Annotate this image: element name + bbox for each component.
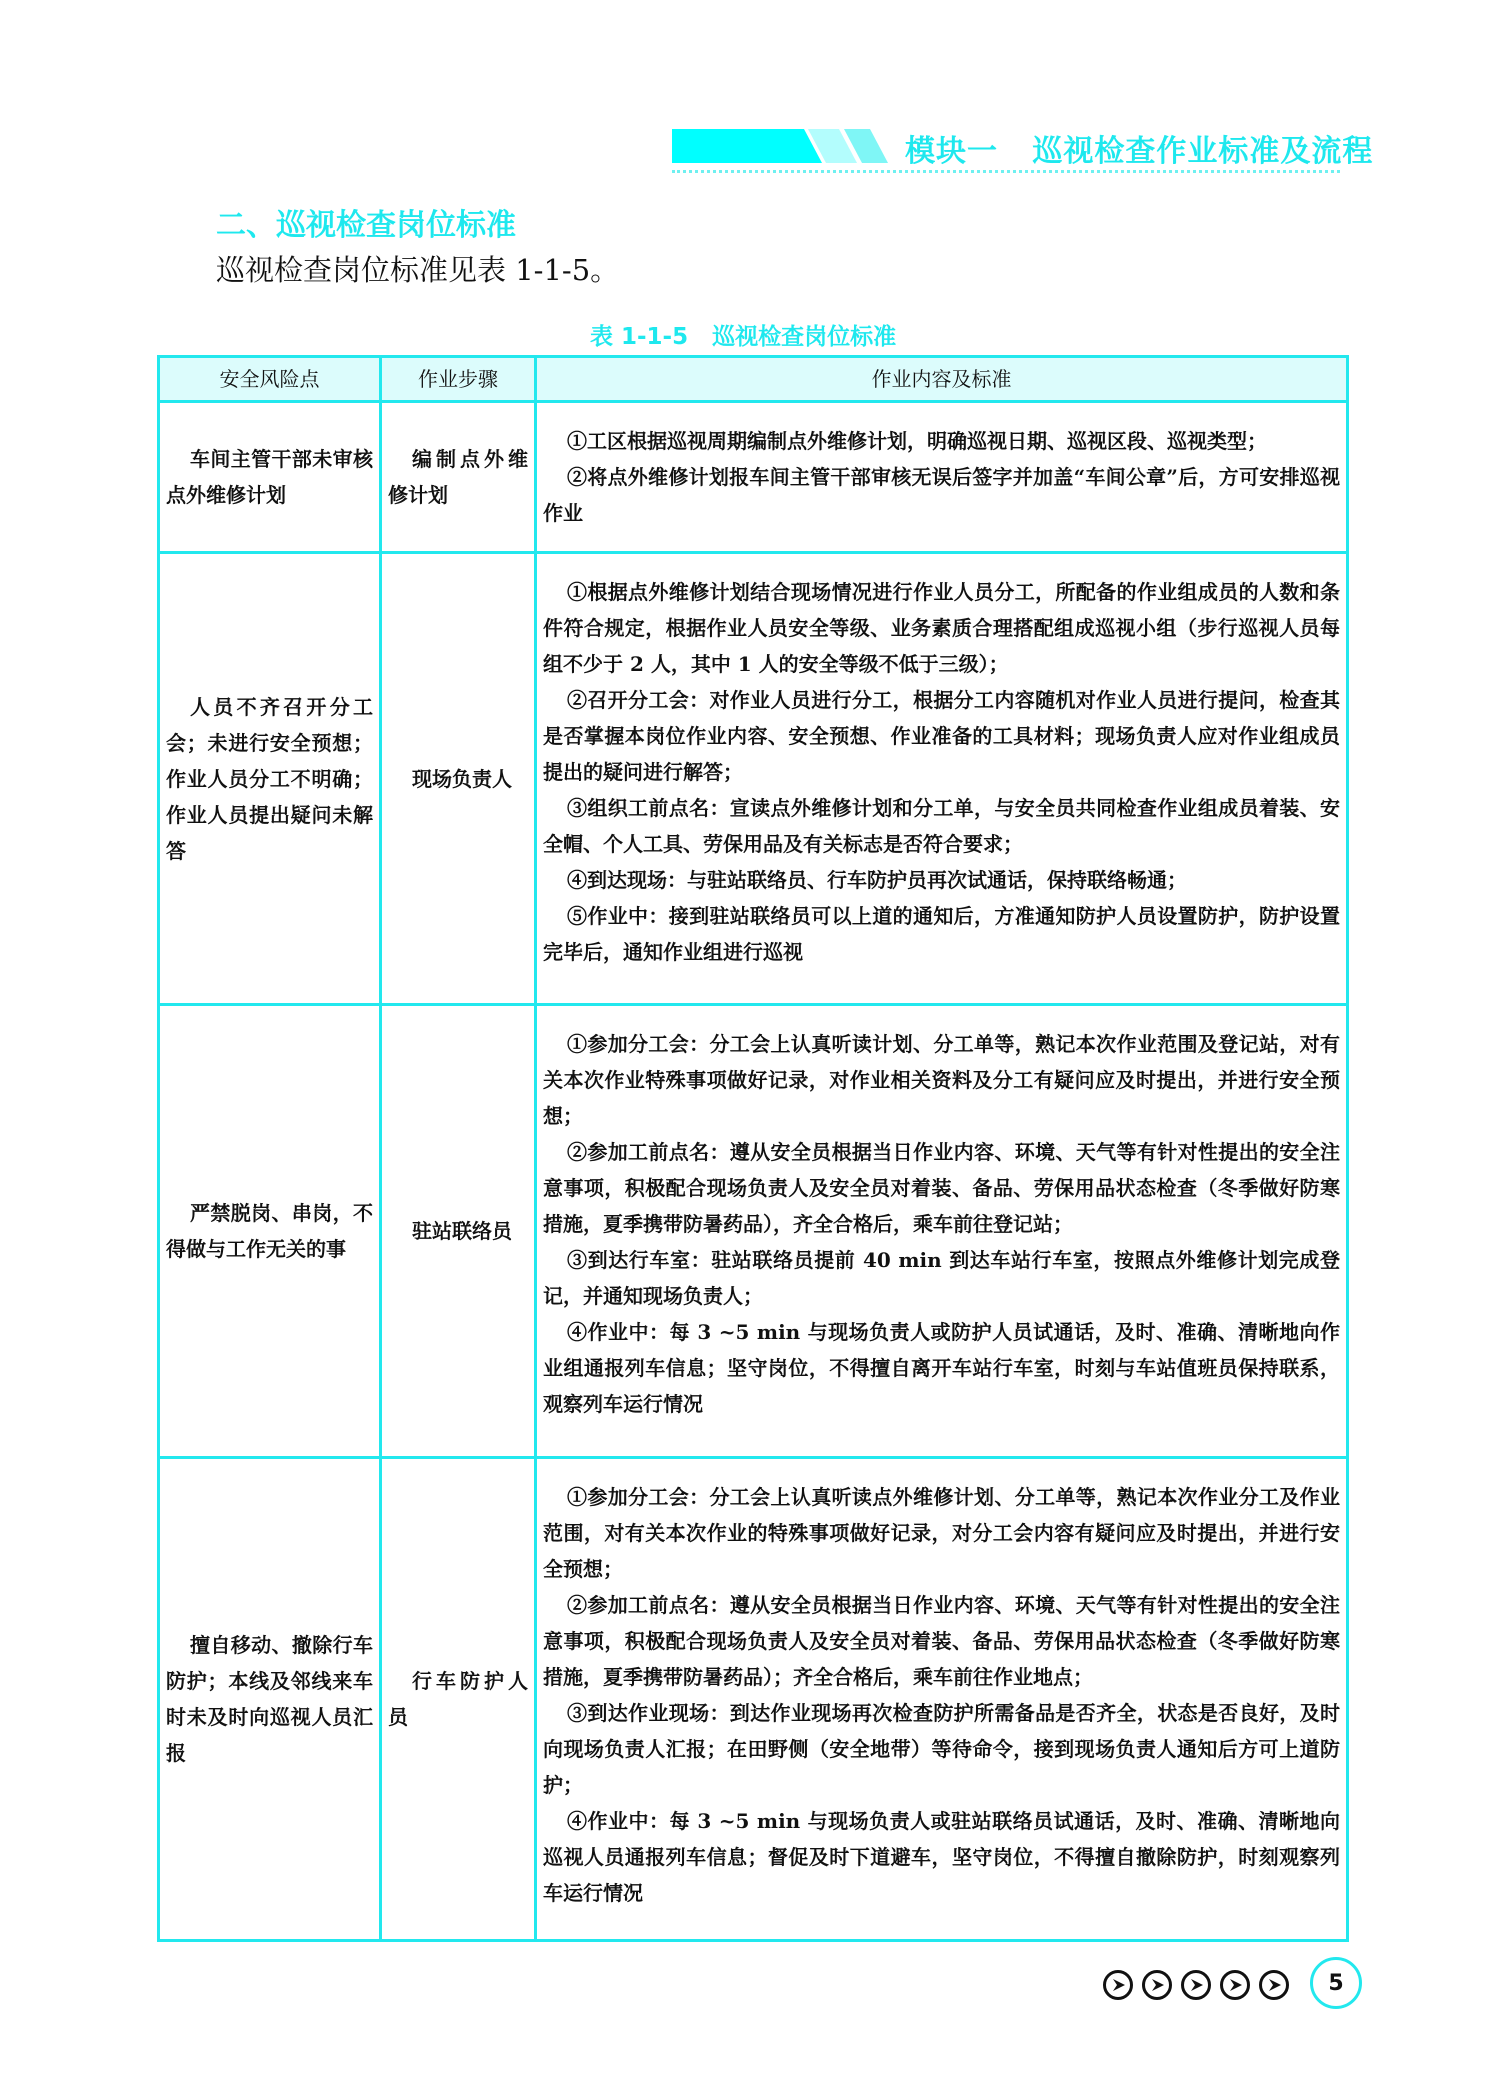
arrow-right-icon: [1181, 1970, 1211, 2000]
content-item: ④作业中：每 3 ~5 min 与现场负责人或防护人员试通话，及时、准确、清晰地向作业组通报列车信息；坚守岗位，不得擅自离开车站行车室，时刻与车站值班员保持联系，观察列车运行情况: [543, 1320, 1340, 1416]
module-title: 巡视检查作业标准及流程: [1032, 134, 1374, 169]
risk-cell: 擅自移动、撤除行车防护；本线及邻线来车时未及时向巡视人员汇报: [159, 1458, 381, 1941]
content-cell: [536, 1458, 1348, 1941]
content-cell: [536, 1005, 1348, 1458]
table-row: [159, 1458, 1348, 1941]
risk-cell: 严禁脱岗、串岗，不得做与工作无关的事: [159, 1005, 381, 1458]
content-item: ②参加工前点名：遵从安全员根据当日作业内容、环境、天气等有针对性提出的安全注意事项，积极配合现场负责人及安全员对着装、备品、劳保用品状态检查（冬季做好防寒措施，夏季携带防暑药品），齐全合格后，乘车前往登记站；: [543, 1140, 1340, 1236]
risk-cell: 车间主管干部未审核点外维修计划: [159, 402, 381, 553]
content-item: ①参加分工会：分工会上认真听读点外维修计划、分工单等，熟记本次作业分工及作业范围，对有关本次作业的特殊事项做好记录，对分工会内容有疑问应及时提出，并进行安全预想；: [543, 1485, 1340, 1581]
step-cell: 行车防护人员: [381, 1458, 536, 1941]
arrow-right-icon: [1220, 1970, 1250, 2000]
arrow-right-icon: [1259, 1970, 1289, 2000]
header-step: 作业步骤: [381, 357, 536, 402]
standards-table: [157, 355, 1349, 1942]
section-title: 二、巡视检查岗位标准: [216, 208, 516, 243]
content-item: ④到达现场：与驻站联络员、行车防护员再次试通话，保持联络畅通；: [567, 868, 1187, 892]
table-caption-number: 表 1-1-5: [590, 324, 689, 350]
table-row: [159, 402, 1348, 553]
content-item: ①根据点外维修计划结合现场情况进行作业人员分工，所配备的作业组成员的人数和条件符合规定，根据作业人员安全等级、业务素质合理搭配组成巡视小组（步行巡视人员每组不少于 2 人，其中 1 人的安全等级不低于三级）；: [543, 580, 1340, 676]
intro-paragraph: 巡视检查岗位标准见表 1-1-5。: [216, 253, 620, 287]
content-item: ①参加分工会：分工会上认真听读计划、分工单等，熟记本次作业范围及登记站，对有关本次作业特殊事项做好记录，对作业相关资料及分工有疑问应及时提出，并进行安全预想；: [543, 1032, 1340, 1128]
table-row: [159, 1005, 1348, 1458]
content-item: ②将点外维修计划报车间主管干部审核无误后签字并加盖“车间公章”后，方可安排巡视作业: [543, 465, 1340, 525]
table-row: [159, 553, 1348, 1005]
content-cell: [536, 402, 1348, 553]
content-item: ③到达作业现场：到达作业现场再次检查防护所需备品是否齐全，状态是否良好，及时向现场负责人汇报；在田野侧（安全地带）等待命令，接到现场负责人通知后方可上道防护；: [543, 1701, 1340, 1797]
content-cell: [536, 553, 1348, 1005]
table-caption-title: 巡视检查岗位标准: [712, 324, 897, 350]
content-item: ②召开分工会：对作业人员进行分工，根据分工内容随机对作业人员进行提问，检查其是否掌握本岗位作业内容、安全预想、作业准备的工具材料；现场负责人应对作业组成员提出的疑问进行解答；: [543, 688, 1340, 784]
step-cell: 驻站联络员: [381, 1005, 536, 1458]
header-risk: 安全风险点: [159, 357, 381, 402]
risk-cell: 人员不齐召开分工会；未进行安全预想；作业人员分工不明确；作业人员提出疑问未解答: [159, 553, 381, 1005]
nav-arrows: [1103, 1970, 1289, 2000]
content-item: ③到达行车室：驻站联络员提前 40 min 到达车站行车室，按照点外维修计划完成登记，并通知现场负责人；: [543, 1248, 1340, 1308]
module-label: 模块一: [905, 134, 998, 169]
arrow-right-icon: [1142, 1970, 1172, 2000]
header-decor-bar: [672, 129, 893, 163]
table-caption: [590, 318, 896, 351]
step-cell: 现场负责人: [381, 553, 536, 1005]
content-item: ③组织工前点名：宣读点外维修计划和分工单，与安全员共同检查作业组成员着装、安全帽、个人工具、劳保用品及有关标志是否符合要求；: [543, 796, 1340, 856]
table-header-row: [159, 357, 1348, 402]
header-content: 作业内容及标准: [536, 357, 1348, 402]
content-item: ②参加工前点名：遵从安全员根据当日作业内容、环境、天气等有针对性提出的安全注意事项，积极配合现场负责人及安全员对着装、备品、劳保用品状态检查（冬季做好防寒措施，夏季携带防暑药品）；齐全合格后，乘车前往作业地点；: [543, 1593, 1340, 1689]
arrow-right-icon: [1103, 1970, 1133, 2000]
content-item: ④作业中：每 3 ~5 min 与现场负责人或驻站联络员试通话，及时、准确、清晰地向巡视人员通报列车信息；督促及时下道避车，坚守岗位，不得擅自撤除防护，时刻观察列车运行情况: [543, 1809, 1340, 1905]
running-header: [905, 126, 1373, 170]
content-item: ⑤作业中：接到驻站联络员可以上道的通知后，方准通知防护人员设置防护，防护设置完毕后，通知作业组进行巡视: [543, 904, 1340, 964]
step-cell: 编制点外维修计划: [381, 402, 536, 553]
content-item: ①工区根据巡视周期编制点外维修计划，明确巡视日期、巡视区段、巡视类型；: [567, 429, 1267, 453]
header-divider: [672, 170, 1340, 173]
page-number: 5: [1310, 1957, 1362, 2009]
